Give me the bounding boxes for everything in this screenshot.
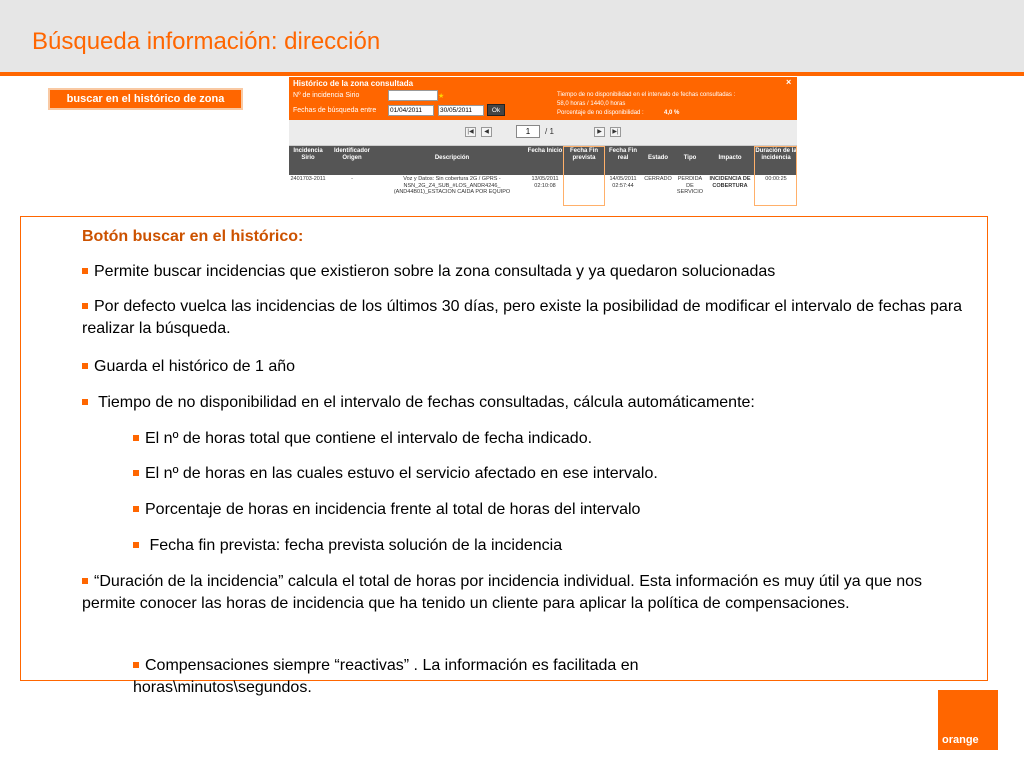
bullet-icon	[82, 399, 88, 405]
column-header: Impacto	[718, 155, 742, 161]
sub-bullet-item: Porcentaje de horas en incidencia frente al total de horas del intervalo	[133, 499, 963, 521]
search-history-button[interactable]: buscar en el histórico de zona	[48, 88, 243, 110]
column-header: Fecha Fin prevista	[569, 148, 598, 161]
required-marker-icon: ★	[438, 93, 445, 100]
column-header: Fecha Inicio	[527, 148, 563, 154]
percentage-value: 4,0 %	[664, 110, 680, 116]
column-header: Identificador Origen	[333, 148, 370, 161]
highlight-fin-prevista	[563, 146, 605, 206]
column-header: Descripción	[434, 155, 470, 161]
orange-logo: orange	[938, 690, 998, 750]
table-header	[289, 146, 797, 175]
incidence-label: Nº de incidencia Sirio	[293, 92, 360, 99]
page-total: / 1	[545, 127, 554, 136]
page-title: Búsqueda información: dirección	[32, 28, 381, 55]
unavailable-value: 58,0 horas / 1440,0 horas	[557, 101, 626, 107]
percentage-label: Porcentaje de no disponibilidad :	[557, 110, 644, 116]
bullet-icon	[82, 578, 88, 584]
sub-bullet-item: El nº de horas en las cuales estuvo el servicio afectado en ese intervalo.	[133, 463, 963, 485]
next-page-icon[interactable]: ▶	[594, 127, 605, 137]
prev-page-icon[interactable]: ◀	[481, 127, 492, 137]
cell-origen: -	[351, 176, 353, 182]
cell-tipo: PERDIDA DE SERVICIO	[676, 176, 704, 195]
cell-duracion: 00:00:25	[765, 176, 787, 182]
bullet-icon	[133, 662, 139, 668]
bullet-item: Por defecto vuelca las incidencias de los últimos 30 días, pero existe la posibilidad de modificar el intervalo de fechas para realizar la búsqueda.	[82, 298, 963, 337]
column-header: Incidencia Sirio	[293, 148, 323, 161]
sub-bullet-item: Compensaciones siempre “reactivas” . La información es facilitada en horas\minutos\segundos.	[133, 657, 639, 696]
highlight-duracion	[754, 146, 797, 206]
cell-descripcion: Voz y Datos: Sin cobertura 2G / GPRS - NSN_2G_Z4_SUB_#LOS_ANDR4246_ (AND44B01)_ESTACION CAIDA POR EQUIPO	[393, 176, 511, 195]
panel-title: Histórico de la zona consultada	[293, 79, 414, 88]
bullet-icon	[82, 363, 88, 369]
cell-incidencia: 2401703-2011	[290, 176, 326, 182]
bullet-icon	[82, 268, 88, 274]
table-row[interactable]	[289, 175, 797, 207]
sub-bullet-item: Fecha fin prevista: fecha prevista solución de la incidencia	[133, 535, 963, 557]
bullet-icon	[133, 435, 139, 441]
dates-label: Fechas de búsqueda entre	[293, 107, 377, 114]
cell-fin-real: 14/05/2011 02:57:44	[609, 176, 637, 189]
history-panel-screenshot	[289, 77, 797, 209]
bullet-icon	[82, 303, 88, 309]
incidence-input[interactable]	[388, 90, 438, 101]
pager-bar	[289, 120, 797, 146]
sub-bullet-item: El nº de horas total que contiene el intervalo de fecha indicado.	[133, 428, 963, 450]
bullet-item: “Duración de la incidencia” calcula el total de horas por incidencia individual. Esta información es muy útil ya que nos permite conocer las horas de incidencia que ha tenido un cliente para aplicar la política de compensaciones.	[82, 573, 922, 612]
section-title: Botón buscar en el histórico:	[82, 228, 304, 245]
first-page-icon[interactable]: |◀	[465, 127, 476, 137]
column-header: Tipo	[683, 155, 697, 161]
page-input[interactable]: 1	[516, 125, 540, 138]
bullet-item: Tiempo de no disponibilidad en el intervalo de fechas consultadas, cálcula automáticamente:	[82, 392, 972, 414]
bullet-icon	[133, 542, 139, 548]
date-to-input[interactable]	[438, 105, 484, 116]
cell-inicio: 13/05/2011 02:10:08	[531, 176, 559, 189]
slide-header	[0, 0, 1024, 72]
column-header: Fecha Fin real	[608, 148, 637, 161]
unavailable-label: Tiempo de no disponibilidad en el intervalo de fechas consultadas :	[557, 92, 736, 98]
bullet-item: Guarda el histórico de 1 año	[82, 356, 972, 378]
column-header: Estado	[647, 155, 668, 161]
column-header: Duración de la incidencia	[755, 148, 797, 161]
bullet-item: Permite buscar incidencias que existieron sobre la zona consultada y ya quedaron solucionadas	[82, 261, 972, 283]
date-from-input[interactable]	[388, 105, 434, 116]
cell-impacto: INCIDENCIA DE COBERTURA	[709, 176, 751, 189]
bullet-icon	[133, 470, 139, 476]
cell-estado: CERRADO	[644, 176, 672, 182]
ok-button[interactable]: Ok	[487, 104, 505, 116]
header-divider	[0, 72, 1024, 76]
last-page-icon[interactable]: ▶|	[610, 127, 621, 137]
close-icon[interactable]: ×	[786, 77, 792, 87]
panel-search-area	[289, 77, 797, 120]
bullet-icon	[133, 506, 139, 512]
